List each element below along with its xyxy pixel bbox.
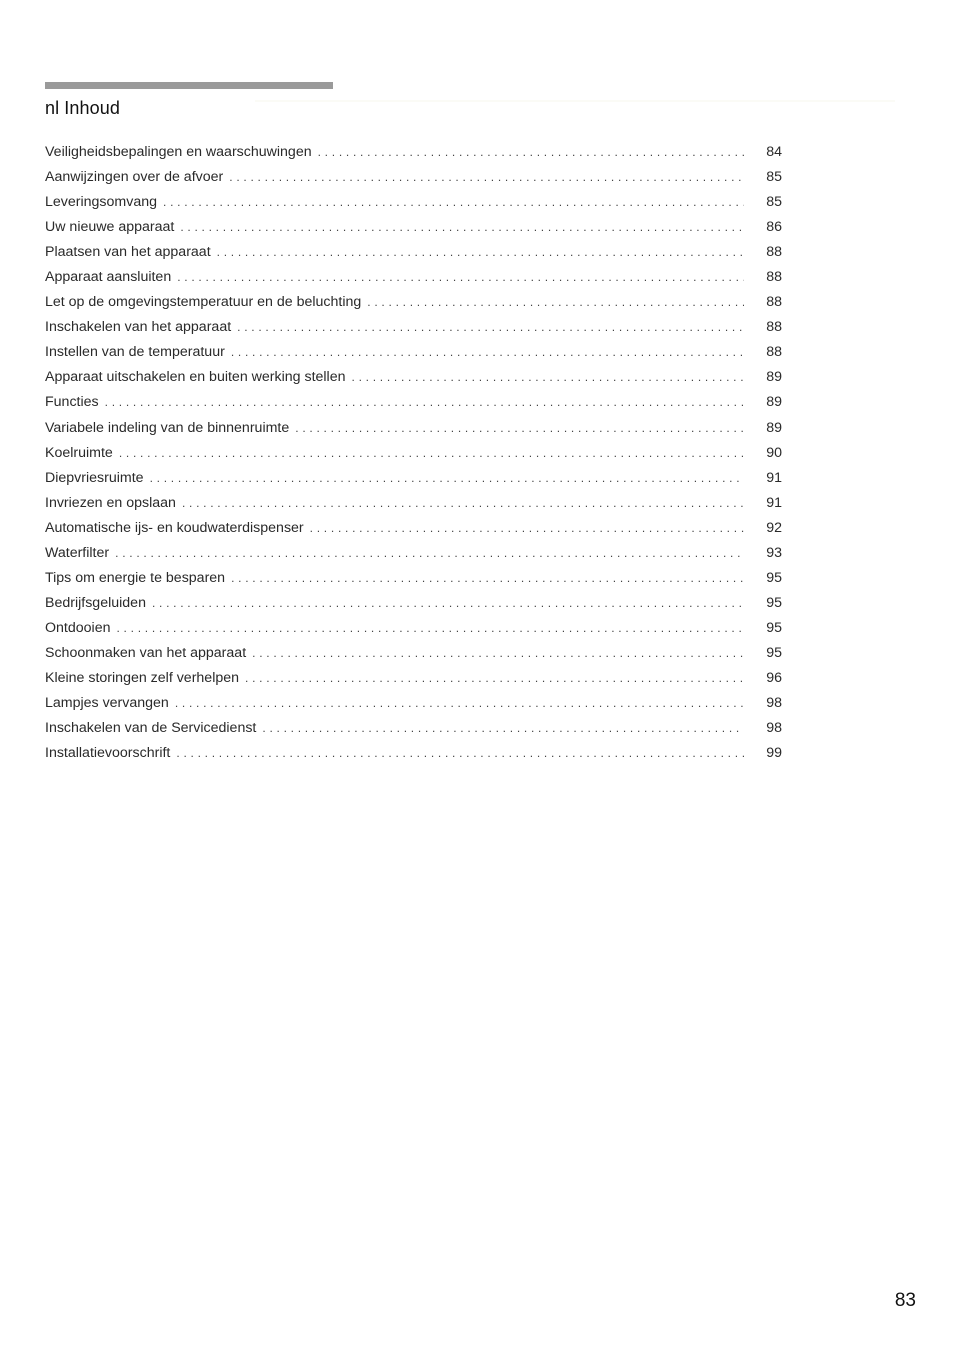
- toc-entry-page: 85: [766, 194, 782, 211]
- toc-entry-page: 93: [766, 544, 782, 561]
- toc-leader-dots: [176, 741, 744, 766]
- toc-leader-dots: [318, 140, 744, 165]
- toc-leader-dots: [367, 290, 744, 315]
- toc-leader-dots: [150, 466, 744, 491]
- toc-entry-page: 98: [766, 720, 782, 737]
- toc-entry[interactable]: [45, 190, 782, 215]
- toc-entry-page: 88: [766, 269, 782, 286]
- toc-entry[interactable]: [45, 290, 782, 315]
- toc-leader-dots: [115, 541, 744, 566]
- toc-leader-dots: [245, 666, 744, 691]
- toc-entry-page: 92: [766, 519, 782, 536]
- toc-entry-label: Installatievoorschrift: [45, 745, 171, 762]
- toc-entry-label: Instellen van de temperatuur: [45, 344, 225, 361]
- toc-entry-label: Aanwijzingen over de afvoer: [45, 169, 224, 186]
- toc-entry[interactable]: [45, 140, 782, 165]
- toc-entry[interactable]: [45, 365, 782, 390]
- toc-entry-page: 88: [766, 344, 782, 361]
- toc-entry-label: Invriezen en opslaan: [45, 494, 176, 511]
- toc-entry[interactable]: [45, 616, 782, 641]
- toc-entry-page: 95: [766, 619, 782, 636]
- toc-entry[interactable]: [45, 340, 782, 365]
- toc-entry[interactable]: [45, 315, 782, 340]
- toc-entry-page: 98: [766, 695, 782, 712]
- toc-leader-dots: [295, 416, 744, 441]
- toc-entry-label: Plaatsen van het apparaat: [45, 244, 211, 261]
- header-rule: [45, 82, 333, 89]
- toc-entry-page: 91: [766, 494, 782, 511]
- toc-leader-dots: [182, 491, 744, 516]
- toc-entry-label: Kleine storingen zelf verhelpen: [45, 669, 240, 686]
- toc-entry-page: 90: [766, 444, 782, 461]
- table-of-contents: [45, 140, 782, 766]
- toc-entry[interactable]: [45, 741, 782, 766]
- toc-entry-label: Leveringsomvang: [45, 194, 157, 211]
- toc-leader-dots: [262, 716, 744, 741]
- toc-entry[interactable]: [45, 390, 782, 415]
- toc-entry-page: 96: [766, 669, 782, 686]
- toc-leader-dots: [352, 365, 745, 390]
- toc-entry-label: Automatische ijs- en koudwaterdispenser: [45, 519, 304, 536]
- toc-entry-page: 89: [766, 394, 782, 411]
- header-rule-faint: [255, 100, 895, 102]
- toc-entry-label: Inschakelen van de Servicedienst: [45, 720, 257, 737]
- toc-entry[interactable]: [45, 716, 782, 741]
- toc-leader-dots: [180, 215, 744, 240]
- toc-entry-page: 95: [766, 594, 782, 611]
- toc-entry[interactable]: [45, 491, 782, 516]
- toc-entry-label: Variabele indeling van de binnenruimte: [45, 419, 290, 436]
- toc-entry-label: Schoonmaken van het apparaat: [45, 644, 247, 661]
- toc-entry-page: 89: [766, 419, 782, 436]
- toc-entry-page: 88: [766, 319, 782, 336]
- toc-entry-page: 88: [766, 244, 782, 261]
- toc-entry-label: Uw nieuwe apparaat: [45, 219, 175, 236]
- toc-entry[interactable]: [45, 516, 782, 541]
- toc-entry-page: 95: [766, 644, 782, 661]
- toc-entry[interactable]: [45, 466, 782, 491]
- toc-entry-label: Veiligheidsbepalingen en waarschuwingen: [45, 144, 312, 160]
- toc-leader-dots: [231, 340, 744, 365]
- toc-entry[interactable]: [45, 541, 782, 566]
- toc-leader-dots: [310, 516, 744, 541]
- toc-leader-dots: [231, 566, 744, 591]
- toc-entry-label: Inschakelen van het apparaat: [45, 319, 232, 336]
- toc-entry-label: Diepvriesruimte: [45, 469, 144, 486]
- toc-entry-label: Apparaat uitschakelen en buiten werking stellen: [45, 369, 346, 386]
- toc-entry[interactable]: [45, 591, 782, 616]
- toc-leader-dots: [175, 691, 744, 716]
- toc-entry-page: 86: [766, 219, 782, 236]
- toc-entry-label: Tips om energie te besparen: [45, 569, 226, 586]
- toc-entry-label: Let op de omgevingstemperatuur en de beluchting: [45, 294, 362, 311]
- toc-leader-dots: [177, 265, 744, 290]
- toc-leader-dots: [229, 165, 744, 190]
- toc-entry[interactable]: [45, 666, 782, 691]
- toc-entry-page: 95: [766, 569, 782, 586]
- toc-entry[interactable]: [45, 691, 782, 716]
- toc-entry-label: Functies: [45, 394, 99, 411]
- toc-entry-label: Lampjes vervangen: [45, 695, 169, 712]
- toc-entry-page: 85: [766, 169, 782, 186]
- toc-entry[interactable]: [45, 265, 782, 290]
- toc-entry-page: 88: [766, 294, 782, 311]
- section-title: nl Inhoud: [45, 98, 120, 118]
- toc-entry[interactable]: [45, 240, 782, 265]
- toc-leader-dots: [252, 641, 744, 666]
- toc-leader-dots: [116, 616, 744, 641]
- page-number: 83: [894, 1290, 916, 1311]
- toc-entry-label: Bedrijfsgeluiden: [45, 594, 146, 611]
- toc-entry-label: Waterfilter: [45, 544, 110, 561]
- toc-entry-page: 89: [766, 369, 782, 386]
- toc-entry-page: 91: [766, 469, 782, 486]
- toc-entry-page: 84: [766, 144, 782, 160]
- toc-entry[interactable]: [45, 441, 782, 466]
- toc-entry[interactable]: [45, 641, 782, 666]
- toc-leader-dots: [217, 240, 744, 265]
- toc-leader-dots: [152, 591, 744, 616]
- toc-entry-label: Koelruimte: [45, 444, 113, 461]
- toc-leader-dots: [237, 315, 744, 340]
- toc-entry-page: 99: [766, 745, 782, 762]
- toc-leader-dots: [163, 190, 744, 215]
- toc-leader-dots: [119, 441, 744, 466]
- toc-entry[interactable]: [45, 215, 782, 240]
- toc-entry-label: Ontdooien: [45, 619, 111, 636]
- toc-entry[interactable]: [45, 566, 782, 591]
- toc-leader-dots: [105, 390, 744, 415]
- toc-entry[interactable]: [45, 165, 782, 190]
- toc-entry[interactable]: [45, 416, 782, 441]
- toc-entry-label: Apparaat aansluiten: [45, 269, 172, 286]
